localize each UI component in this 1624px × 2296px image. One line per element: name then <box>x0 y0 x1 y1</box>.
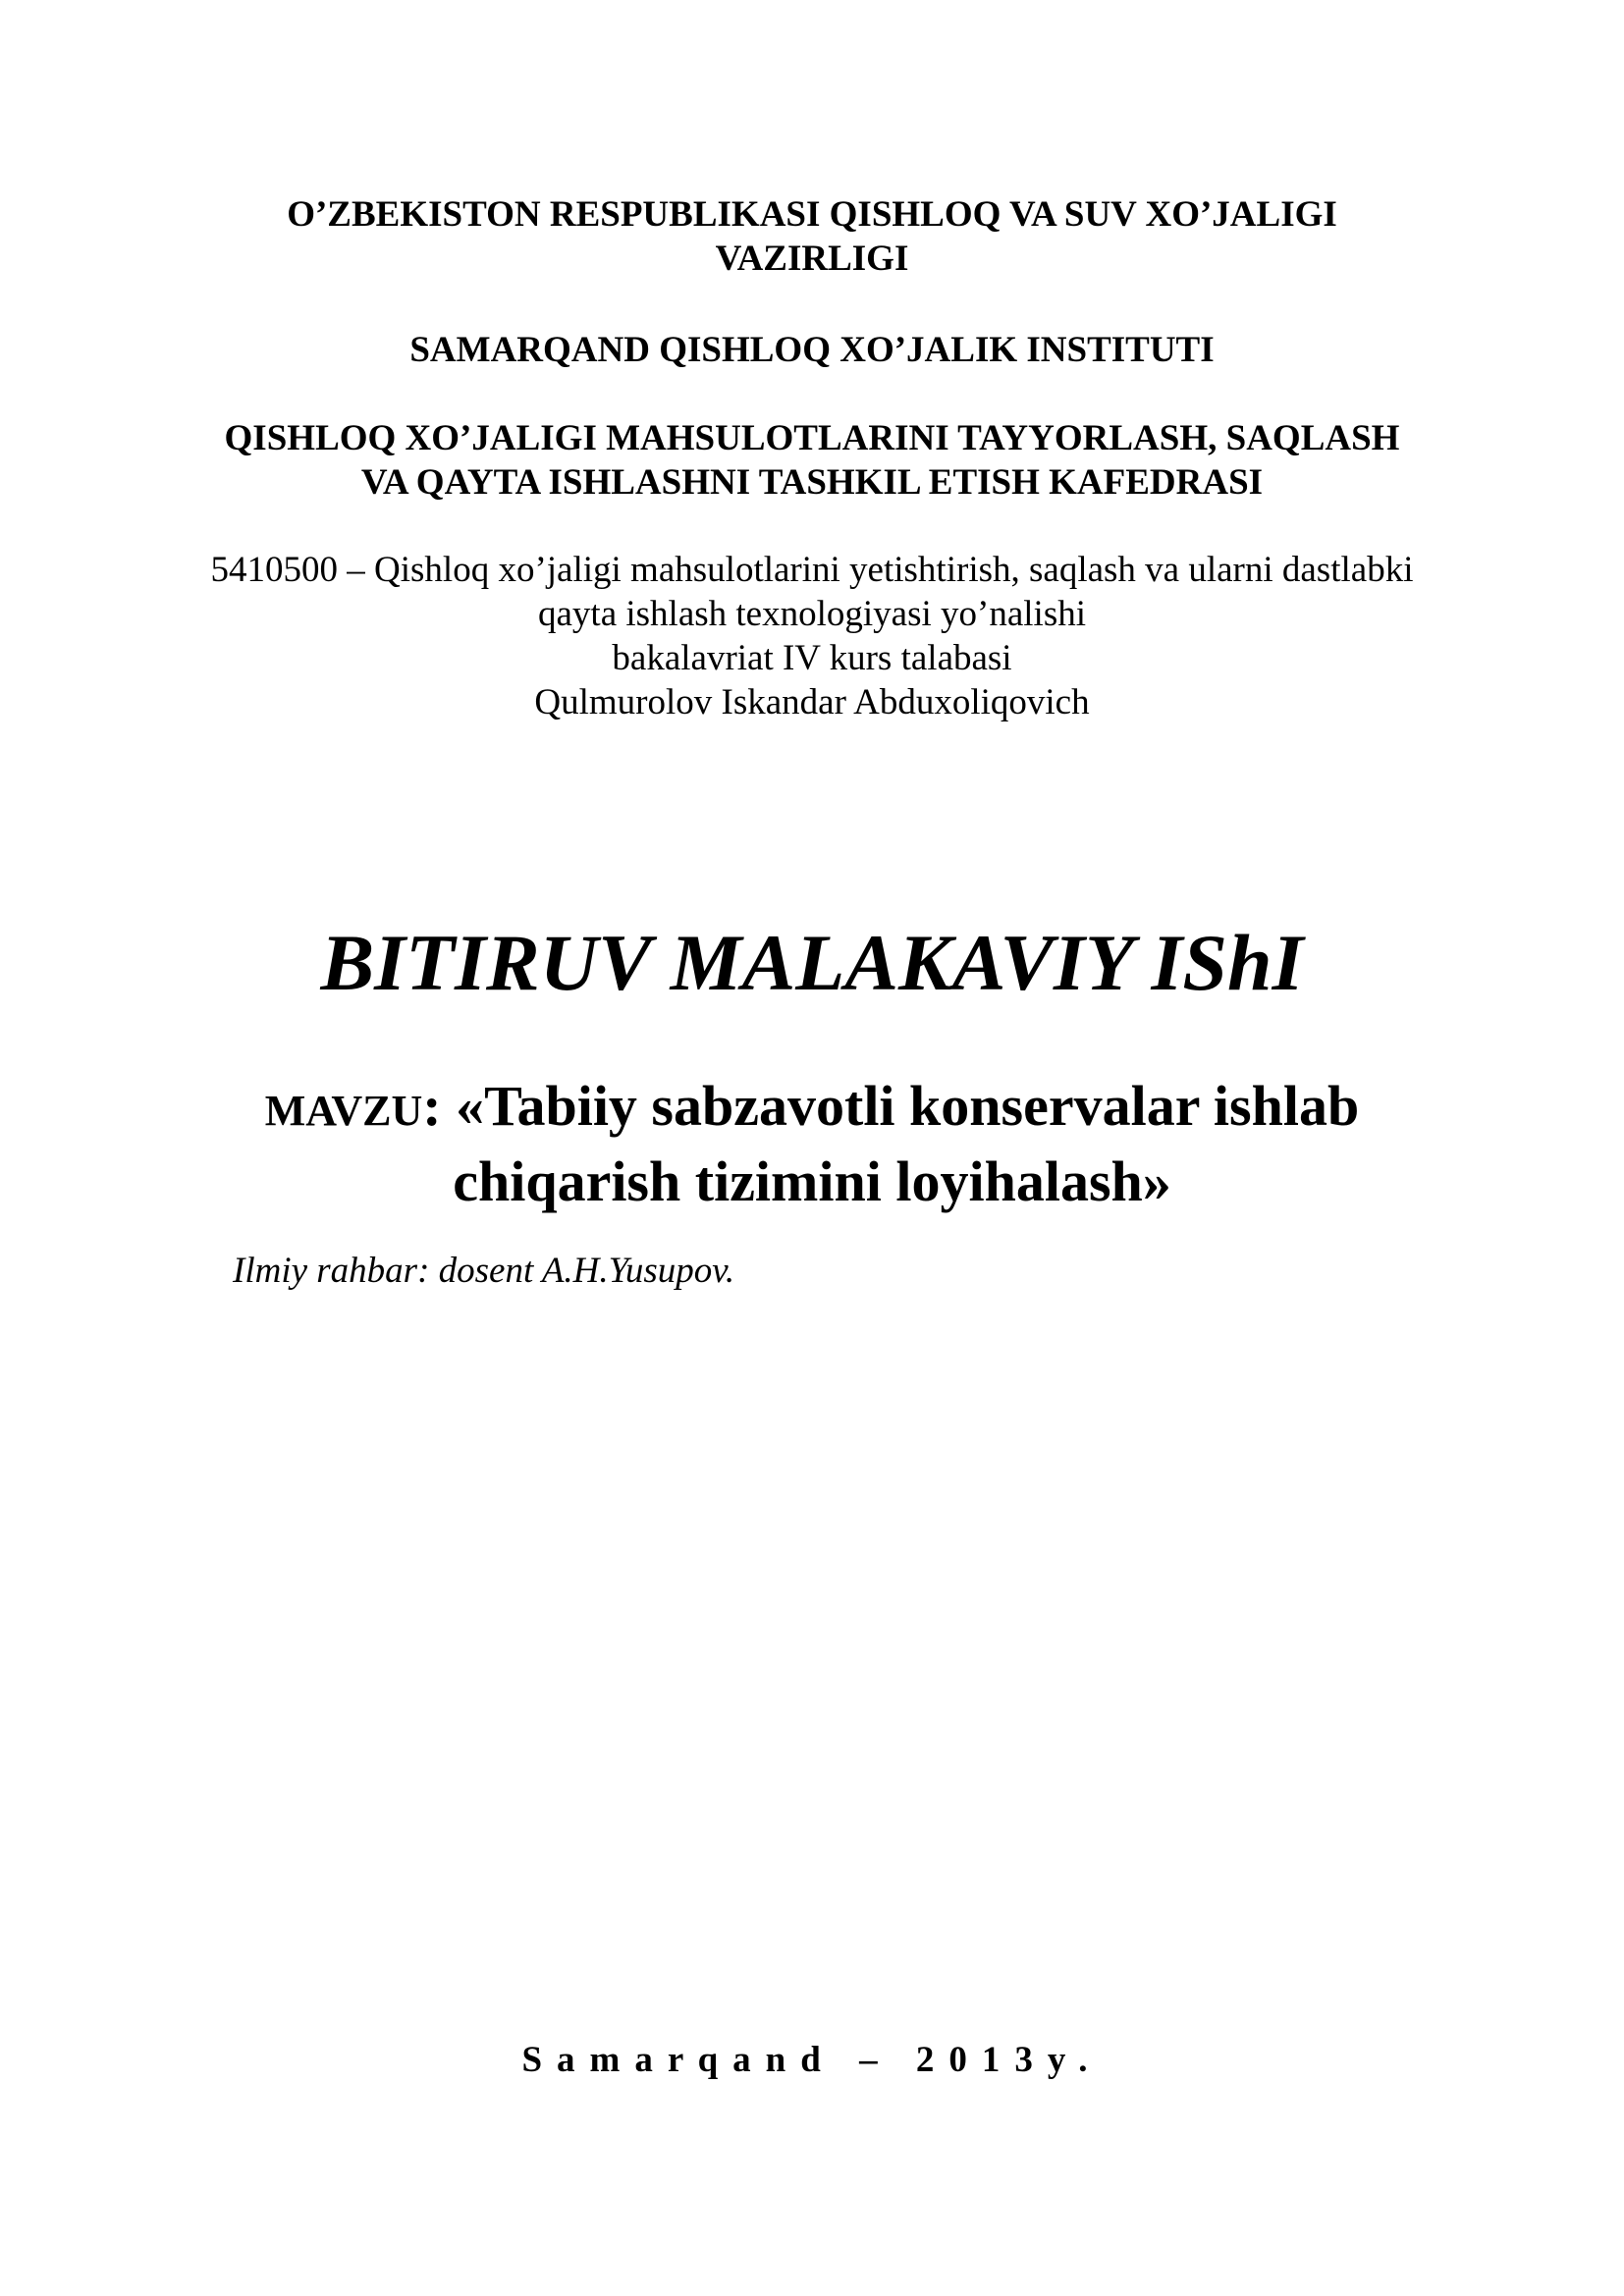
supervisor-line: Ilmiy rahbar: dosent A.H.Yusupov. <box>233 1251 735 1291</box>
institute-heading <box>0 328 1624 372</box>
department-heading <box>0 416 1624 505</box>
institute-name: SAMARQAND QISHLOQ XO’JALIK INSTITUTI <box>409 330 1215 370</box>
topic-block <box>0 1071 1624 1217</box>
specialty-block <box>0 548 1624 724</box>
specialty-line-1: 5410500 – Qishloq xo’jaligi mahsulotlarini yetishtirish, saqlash va ularni dastlabki <box>210 550 1414 590</box>
department-line-2: VA QAYTA ISHLASHNI TASHKIL ETISH KAFEDRASI <box>360 462 1264 503</box>
specialty-line-2: qayta ishlash texnologiyasi yo’nalishi <box>538 594 1086 634</box>
document-title-block <box>0 916 1624 1010</box>
specialty-line-3: bakalavriat IV kurs talabasi <box>612 638 1012 678</box>
student-name: Qulmurolov Iskandar Abduxoliqovich <box>534 682 1090 722</box>
topic-line-1 <box>0 1071 1624 1147</box>
topic-line-2: chiqarish tizimini loyihalash» <box>453 1149 1171 1213</box>
topic-label: MAVZU <box>264 1087 423 1135</box>
topic-text-line-1: : «Tabiiy sabzavotli konservalar ishlab <box>422 1074 1360 1138</box>
city-year-block <box>0 2038 1624 2082</box>
city-year: Samarqand – 2013y. <box>521 2040 1103 2080</box>
document-title: BITIRUV MALAKAVIY IShI <box>320 918 1304 1007</box>
ministry-line-2: VAZIRLIGI <box>715 239 909 279</box>
department-line-1: QISHLOQ XO’JALIGI MAHSULOTLARINI TAYYORLASH, SAQLASH <box>224 418 1400 458</box>
ministry-heading <box>0 192 1624 281</box>
ministry-line-1: O’ZBEKISTON RESPUBLIKASI QISHLOQ VA SUV XO’JALIGI <box>287 194 1337 235</box>
